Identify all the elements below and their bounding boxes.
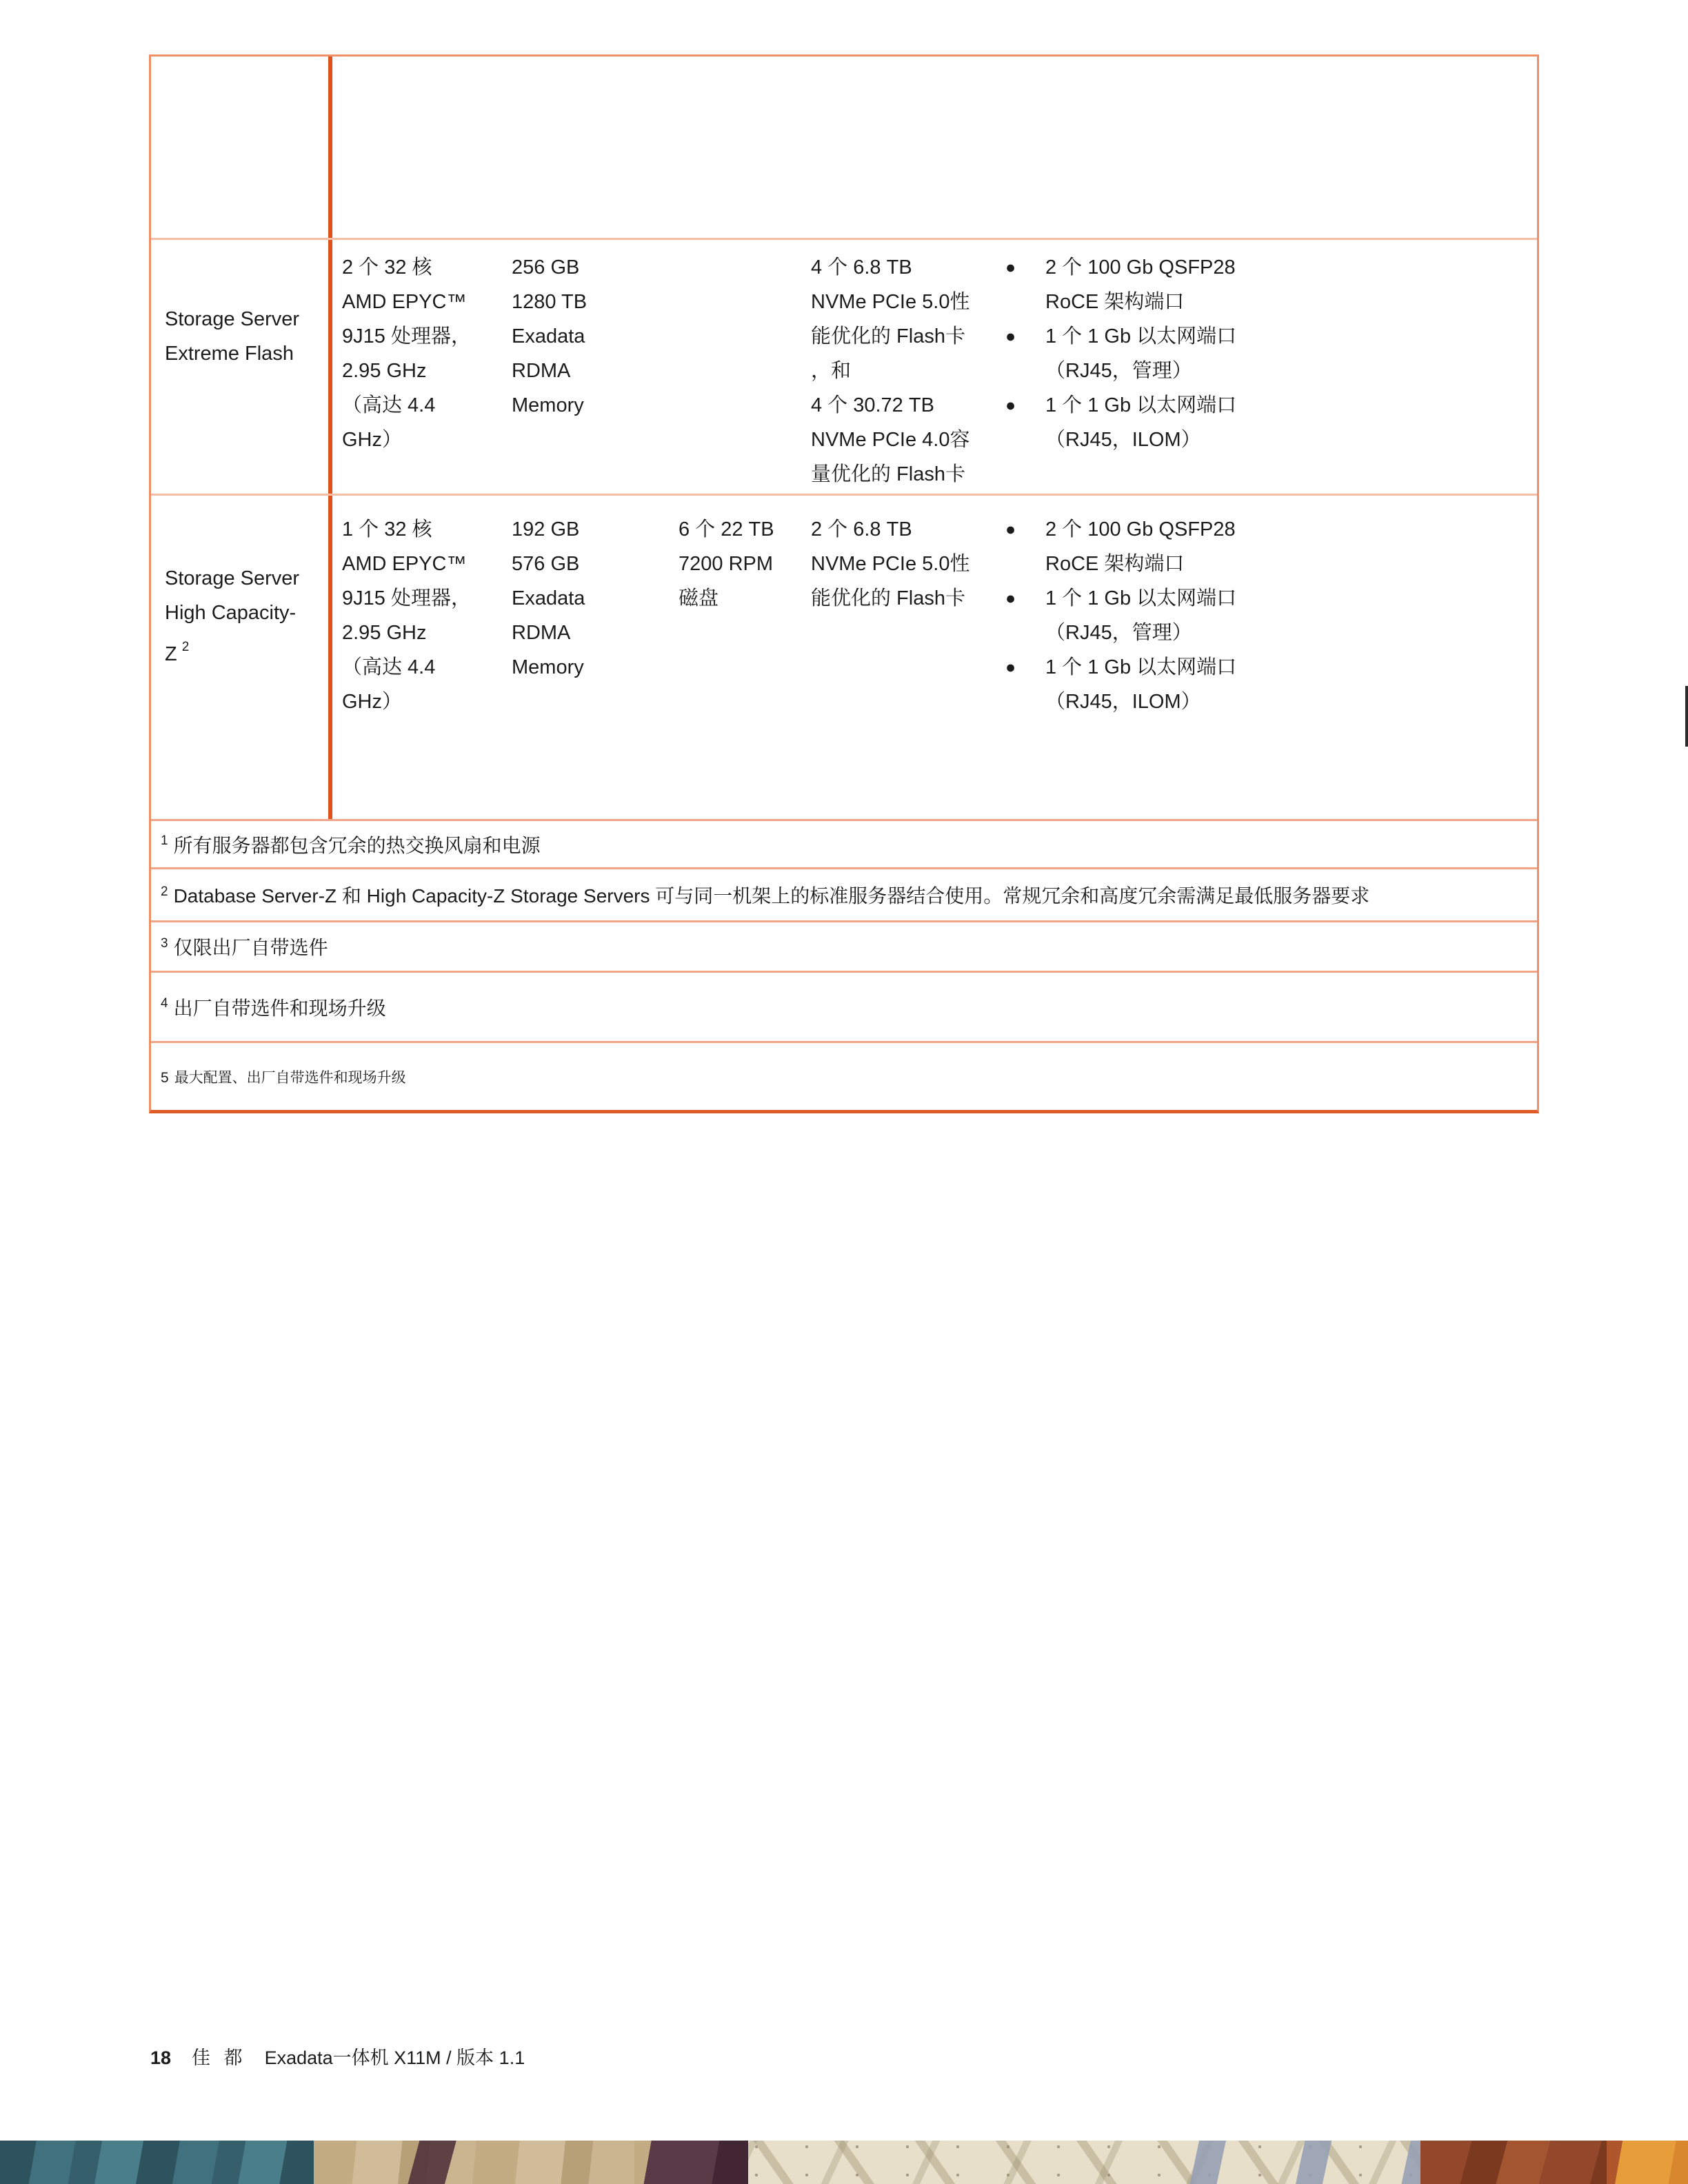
server-name-line: Z $^2$ xyxy=(165,640,190,665)
network-line: 1 个 1 Gb 以太网端口 xyxy=(1045,656,1237,678)
decor-segment-tan xyxy=(314,2141,634,2184)
cpu-line: 2 个 32 核 xyxy=(342,256,432,279)
cpu-cell xyxy=(332,240,512,494)
footnote-text: $^4$ 出厂自带选件和现场升级 xyxy=(161,996,386,1019)
cpu-line: 2.95 GHz xyxy=(342,360,427,382)
bullet-icon: ● xyxy=(1005,396,1016,415)
footnote-text: $^1$ 所有服务器都包含冗余的热交换风扇和电源 xyxy=(161,833,541,856)
footnote-number: 5 xyxy=(161,1069,169,1086)
disk-line: 磁盘 xyxy=(679,587,719,609)
flash-line: 4 个 6.8 TB xyxy=(811,256,912,279)
footnote-row xyxy=(151,1041,1537,1110)
decor-segment-maroon xyxy=(634,2141,748,2184)
network-cell xyxy=(1005,496,1537,819)
network-line: RoCE 架构端口 xyxy=(1045,291,1185,313)
network-item xyxy=(1005,250,1537,319)
server-name-cell xyxy=(151,240,332,494)
network-line: RoCE 架构端口 xyxy=(1045,553,1185,575)
disk-line: 7200 RPM xyxy=(679,553,774,575)
footer-title: Exadata一体机 X11M / 版本 1.1 xyxy=(264,2048,525,2068)
footnote-row xyxy=(151,920,1537,971)
cpu-line: AMD EPYC™ xyxy=(342,291,467,313)
server-row-extreme-flash xyxy=(151,238,1537,494)
network-line: 2 个 100 Gb QSFP28 xyxy=(1045,518,1236,540)
footnote-ref: 2 xyxy=(181,640,190,654)
network-cell xyxy=(1005,240,1537,494)
flash-line: 2 个 6.8 TB xyxy=(811,518,912,540)
footnote-number: 3 xyxy=(161,936,168,951)
footnote-row xyxy=(151,867,1537,920)
network-item xyxy=(1005,512,1537,581)
page-footer xyxy=(150,2044,525,2072)
server-name-line: High Capacity- xyxy=(165,602,297,624)
memory-line: 1280 TB xyxy=(512,291,587,313)
memory-line: Memory xyxy=(512,656,584,678)
cpu-line: 9J15 处理器， xyxy=(342,587,471,609)
server-name-line: Storage Server xyxy=(165,308,300,330)
flash-line: NVMe PCIe 5.0性 xyxy=(811,291,970,313)
flash-line: NVMe PCIe 5.0性 xyxy=(811,553,970,575)
flash-line: NVMe PCIe 4.0容 xyxy=(811,429,970,451)
network-line: （RJ45，管理） xyxy=(1045,622,1192,644)
footnote-row xyxy=(151,971,1537,1041)
cpu-line: GHz） xyxy=(342,691,403,713)
footnote-number: 4 xyxy=(161,996,168,1011)
network-item xyxy=(1005,650,1537,719)
cpu-line: 2.95 GHz xyxy=(342,622,427,644)
bullet-icon: ● xyxy=(1005,589,1016,608)
memory-line: 576 GB xyxy=(512,553,580,575)
decor-segment-blue-stripes xyxy=(1165,2141,1420,2184)
cpu-line: GHz） xyxy=(342,429,403,451)
bullet-icon: ● xyxy=(1005,327,1016,346)
decor-strip xyxy=(0,2141,1688,2184)
cpu-cell xyxy=(332,496,512,819)
flash-cell xyxy=(811,496,1005,819)
network-line: （RJ45，ILOM） xyxy=(1045,429,1201,451)
decor-segment-orange xyxy=(1607,2141,1688,2184)
memory-line: RDMA xyxy=(512,360,571,382)
flash-line: 4 个 30.72 TB xyxy=(811,394,934,416)
footnote-row xyxy=(151,819,1537,867)
footnote-number: 1 xyxy=(161,833,168,849)
flash-line: ，和 xyxy=(811,360,852,382)
spec-table xyxy=(149,54,1539,1113)
table-header-row xyxy=(151,57,1537,238)
memory-line: Exadata xyxy=(512,325,585,347)
network-line: 1 个 1 Gb 以太网端口 xyxy=(1045,587,1237,609)
header-label-cell xyxy=(151,57,332,238)
server-name-cell xyxy=(151,496,332,819)
cpu-line: 9J15 处理器， xyxy=(342,325,471,347)
footnote-number: 2 xyxy=(161,884,168,899)
decor-segment-rust xyxy=(1420,2141,1607,2184)
page-number: 18 xyxy=(150,2048,172,2068)
flash-line: 量优化的 Flash卡 xyxy=(811,463,965,485)
flash-cell xyxy=(811,240,1005,494)
network-line: 1 个 1 Gb 以太网端口 xyxy=(1045,394,1237,416)
right-edge-mark xyxy=(1685,686,1688,747)
bullet-icon: ● xyxy=(1005,658,1016,677)
footnote-text: $^2$ Database Server-Z 和 High Capacity-Z Storage Servers 可与同一机架上的标准服务器结合使用。常规冗余和高度冗余需满足最低服务器要求 xyxy=(161,884,1370,907)
server-row-high-capacity-z xyxy=(151,494,1537,819)
cpu-line: （高达 4.4 xyxy=(342,656,436,678)
memory-line: Memory xyxy=(512,394,584,416)
memory-line: 192 GB xyxy=(512,518,580,540)
decor-segment-teal xyxy=(0,2141,314,2184)
cpu-line: 1 个 32 核 xyxy=(342,518,432,540)
memory-line: RDMA xyxy=(512,622,571,644)
server-name-line: Storage Server xyxy=(165,567,300,589)
network-item xyxy=(1005,388,1537,457)
network-line: 1 个 1 Gb 以太网端口 xyxy=(1045,325,1237,347)
bullet-icon: ● xyxy=(1005,258,1016,277)
footnote-text: 5 最大配置、出厂自带选件和现场升级 xyxy=(161,1069,406,1086)
network-line: （RJ45，ILOM） xyxy=(1045,691,1201,713)
disk-line: 6 个 22 TB xyxy=(679,518,774,540)
network-item xyxy=(1005,319,1537,388)
flash-line: 能优化的 Flash卡 xyxy=(811,325,965,347)
network-line: （RJ45，管理） xyxy=(1045,360,1192,382)
header-content-cell xyxy=(332,57,1537,238)
cpu-line: （高达 4.4 xyxy=(342,394,436,416)
network-item xyxy=(1005,581,1537,650)
bullet-icon: ● xyxy=(1005,520,1016,539)
network-line: 2 个 100 Gb QSFP28 xyxy=(1045,256,1236,279)
cpu-line: AMD EPYC™ xyxy=(342,553,467,575)
flash-line: 能优化的 Flash卡 xyxy=(811,587,965,609)
memory-line: Exadata xyxy=(512,587,585,609)
memory-cell xyxy=(512,496,679,819)
footnote-text: $^3$ 仅限出厂自带选件 xyxy=(161,936,328,958)
disk-cell xyxy=(679,496,811,819)
disk-cell xyxy=(679,240,811,494)
memory-cell xyxy=(512,240,679,494)
server-name-line: Extreme Flash xyxy=(165,343,294,365)
memory-line: 256 GB xyxy=(512,256,580,279)
footer-brand: 佳 都 xyxy=(192,2048,247,2068)
